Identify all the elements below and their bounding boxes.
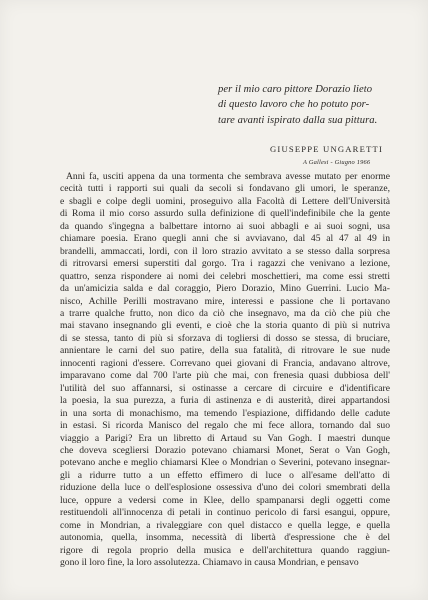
body-line: innocenti ragioni d'essere. Correvano quei giovani di Francia, andavano altrove, bbox=[60, 357, 390, 369]
body-line: la poesia, la sua purezza, a furia di astinenza e di austerità, direi appartandosi bbox=[60, 395, 390, 407]
body-line: da quando s'ingegna a balbettare intorno ai suoi abbagli e ai suoi sogni, usa bbox=[60, 220, 390, 232]
body-line: a trarre qualche frutto, non dico da ciò che insegnavo, ma da ciò che più che bbox=[60, 307, 390, 319]
dedication-text bbox=[218, 82, 386, 128]
body-line: luce, oppure a vedersi come in Klee, dello spampanarsi degli oggetti come bbox=[60, 494, 390, 506]
dedication-line: di questo lavoro che ho potuto por- bbox=[218, 99, 370, 111]
body-line: nisco, Achille Perilli mostravano mire, interessi e passione che li portavano bbox=[60, 295, 390, 307]
body-line: restituendoli all'innocenza di petali in continuo pericolo di farsi esangui, oppure, bbox=[60, 507, 390, 519]
body-line: come in Mondrian, a rivaleggiare con quel distacco e quella legge, e quella bbox=[60, 519, 390, 531]
place-date: A Gallesi - Giugno 1966 bbox=[303, 159, 371, 166]
body-line: potevano anche e meglio chiamarsi Klee o Mondrian o Severini, potevano insegnar- bbox=[60, 457, 390, 469]
body-line: Anni fa, usciti appena da una tormenta che sembrava avesse mutato per enorme bbox=[66, 171, 390, 182]
author-signature: GIUSEPPE UNGARETTI bbox=[270, 144, 384, 154]
body-line: di Roma il mio corso assurdo sulla definizione di quell'indefinibile che la gente bbox=[60, 208, 390, 220]
body-line: che doveva scegliersi Dorazio potevano chiamarsi Monet, Serat o Van Gogh, bbox=[60, 444, 390, 456]
body-line: chiamare poesia. Erano quegli anni che si avviavano, dal 45 al 47 al 49 in bbox=[60, 233, 390, 245]
body-line: mai stavano insegnando gli eventi, e cioè che la storia quanto di più si nutriva bbox=[60, 320, 390, 332]
body-line: riduzione della luce o dell'esplosione ossessiva d'uno dei colori smembrati della bbox=[60, 482, 390, 494]
body-line: di ritrovarsi emersi superstiti dal gorgo. Tra i ragazzi che venivano a lezione, bbox=[60, 258, 390, 270]
body-line: da un'amicizia salda e dal coraggio, Piero Dorazio, Mino Guerrini. Lucio Ma- bbox=[60, 283, 390, 295]
body-line: in estasi. Si ricorda Manisco del regalo che mi fece allora, tornando dal suo bbox=[60, 420, 390, 432]
body-line: imparavano come dal 700 l'arte più che mai, con frenesia quasi dubbiosa dell' bbox=[60, 370, 390, 382]
dedication-line: per il mio caro pittore Dorazio lieto bbox=[218, 84, 373, 95]
body-line: viaggio a Parigi? Era un libretto di Artaud su Van Gogh. I maestri dunque bbox=[60, 432, 390, 444]
body-line: gli a ridurre tutto a un effetto effimero di luce o all'esame dell'atto di bbox=[60, 469, 390, 481]
body-line: in una sorta di monachismo, ma temendo l'espiazione, diffidando delle cadute bbox=[60, 407, 390, 419]
body-line: gono il loro fine, la loro assolutezza. Chiamavo in causa Mondrian, e pensavo bbox=[60, 557, 359, 569]
body-line: quattro, senza rispondere ai nomi dei celebri moschettieri, ma come essi stretti bbox=[60, 270, 390, 282]
dedication-line: tare avanti ispirato dalla sua pittura. bbox=[218, 114, 378, 126]
body-line: di se stessa, tanto di più si sforzava di togliersi di dosso se stessa, di bruciare, bbox=[60, 332, 390, 344]
body-paragraph bbox=[60, 171, 390, 570]
body-line: e sbagli e colpe degli uomini, proseguivo alla Facoltà di Lettere dell'Università bbox=[60, 195, 390, 207]
body-line: cecità tutti i rapporti sui quali da secoli si fondavano gli umori, le speranze, bbox=[60, 183, 390, 195]
body-line: brandelli, ammaccati, lordi, con il loro strazio avvitato a se stesso dalla sorpresa bbox=[60, 245, 390, 257]
body-line: autonomia, quella, insomma, necessità di libertà d'espressione che è del bbox=[60, 532, 390, 544]
body-line: rigore di regola proprio della musica e dell'architettura quando raggiun- bbox=[60, 544, 390, 556]
body-line: annientare le carni del suo patire, della sua fatalità, di ritrovare le sue nude bbox=[60, 345, 390, 357]
body-line: l'utilità del suo affannarsi, si ostinasse a cercare di circuire e d'identificare bbox=[60, 382, 390, 394]
